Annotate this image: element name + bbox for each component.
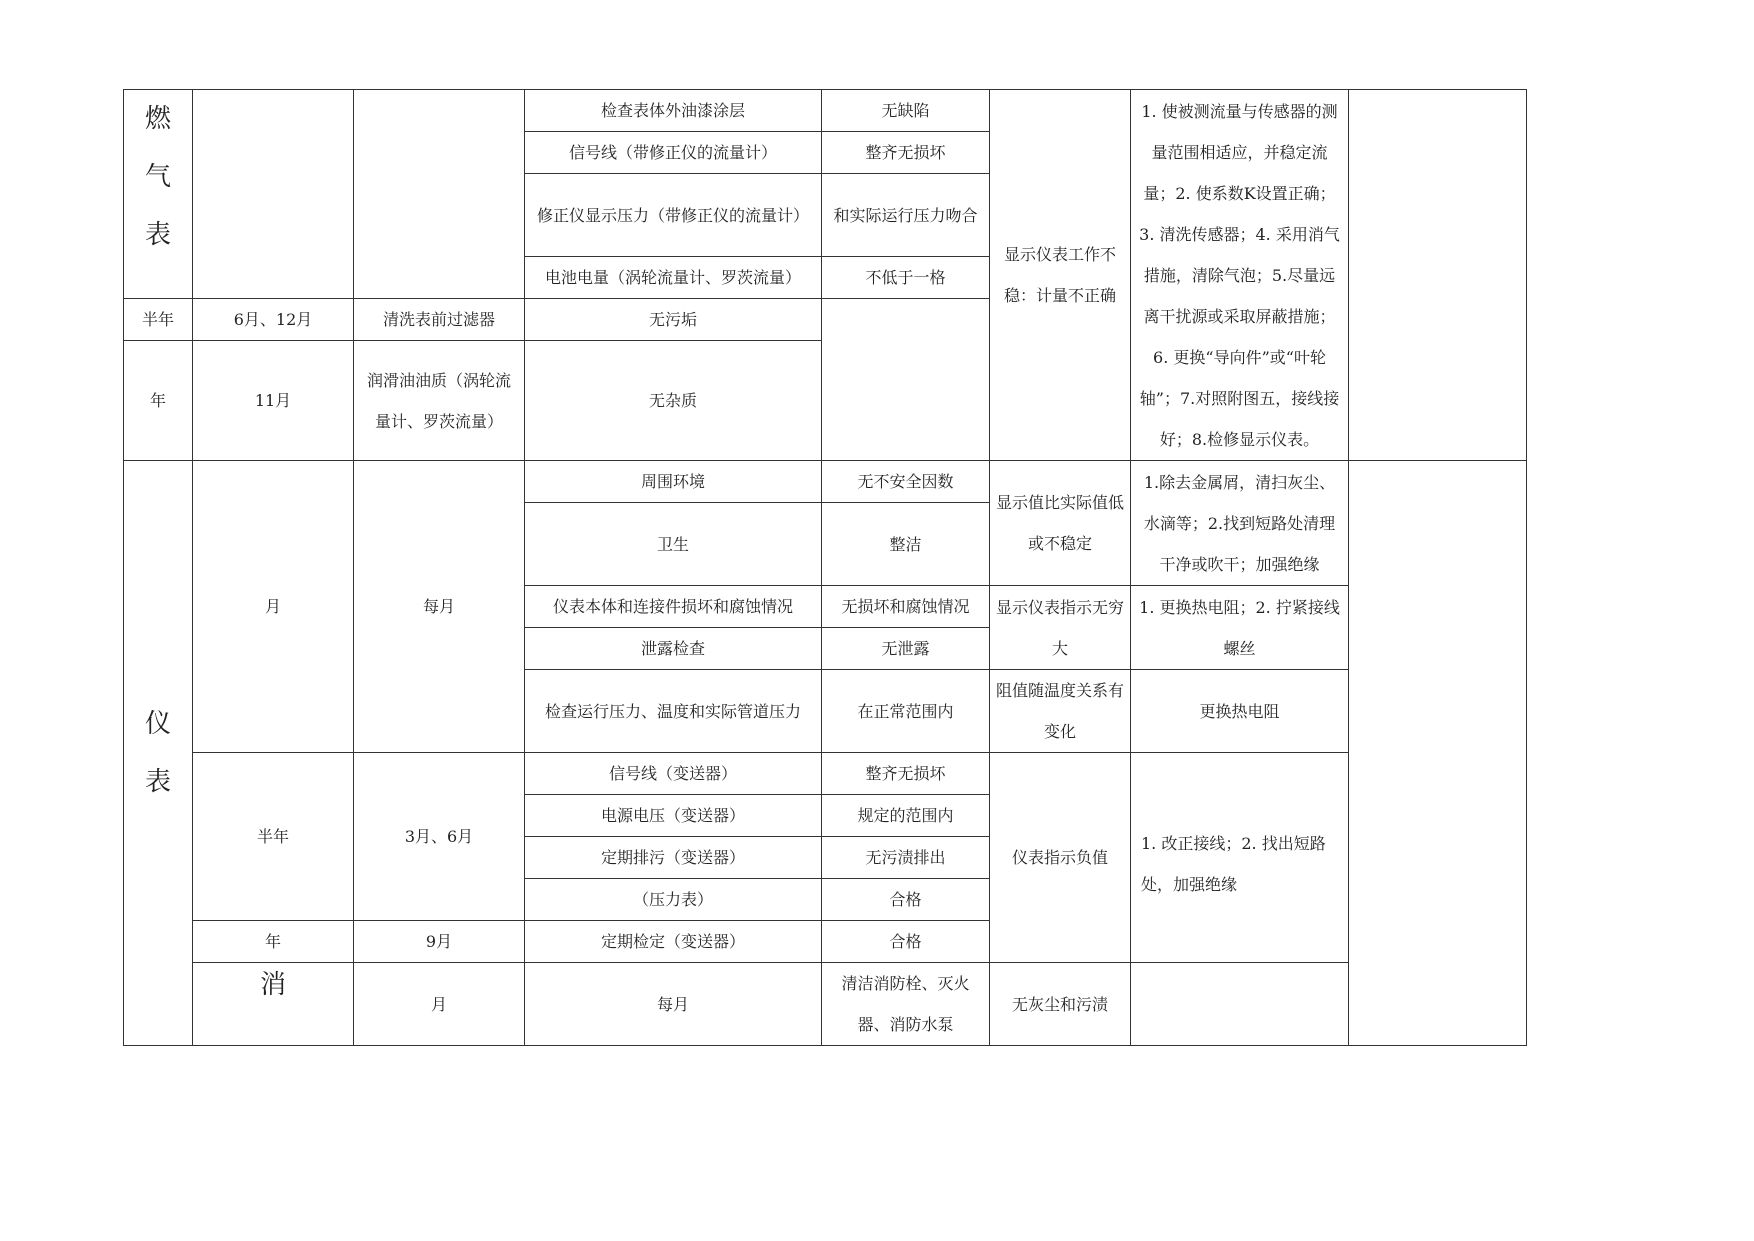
- period-cell: 年: [124, 341, 193, 461]
- remarks-cell: [1349, 90, 1527, 461]
- month-cell: 11月: [193, 341, 354, 461]
- inspection-item: （压力表）: [525, 879, 822, 921]
- inspection-item: 检查运行压力、温度和实际管道压力: [525, 670, 822, 753]
- period-cell: 半年: [193, 753, 354, 921]
- inspection-item: 卫生: [525, 503, 822, 586]
- maintenance-table: [123, 89, 1527, 1046]
- inspection-item: 仪表本体和连接件损坏和腐蚀情况: [525, 586, 822, 628]
- inspection-standard: 无不安全因数: [822, 461, 990, 503]
- inspection-item: 定期检定（变送器）: [525, 921, 822, 963]
- remarks-cell: [1349, 461, 1527, 1046]
- fault-description: 显示仪表工作不稳：计量不正确: [990, 90, 1131, 461]
- month-cell: 6月、12月: [193, 299, 354, 341]
- fault-description: 显示仪表指示无穷大: [990, 586, 1131, 670]
- inspection-standard: 无杂质: [525, 341, 822, 461]
- inspection-standard: 不低于一格: [822, 257, 990, 299]
- fault-description: 仪表指示负值: [990, 753, 1131, 963]
- inspection-item: 电池电量（涡轮流量计、罗茨流量）: [525, 257, 822, 299]
- inspection-standard: 整齐无损坏: [822, 132, 990, 174]
- category-instrument: 仪表: [124, 461, 193, 1046]
- inspection-item: 信号线（变送器）: [525, 753, 822, 795]
- period-cell: 半年: [124, 299, 193, 341]
- month-cell: 每月: [525, 963, 822, 1046]
- period-cell: 月: [354, 963, 525, 1046]
- remedy-description: 1. 使被测流量与传感器的测量范围相适应，并稳定流量；2. 使系数K设置正确；3. 清洗传感器；4. 采用消气措施，清除气泡；5.尽量远离干扰源或采取屏蔽措施；6. 更换“导向件”或“叶轮轴”；7.对照附图五，接线接好；8.检修显示仪表。: [1131, 90, 1349, 461]
- inspection-item: 泄露检查: [525, 628, 822, 670]
- inspection-standard: 整齐无损坏: [822, 753, 990, 795]
- inspection-standard: 合格: [822, 921, 990, 963]
- inspection-item: 清洁消防栓、灭火器、消防水泵: [822, 963, 990, 1046]
- inspection-standard: 无缺陷: [822, 90, 990, 132]
- inspection-standard: 无污垢: [525, 299, 822, 341]
- period-cell: [193, 90, 354, 299]
- month-cell: [354, 90, 525, 299]
- inspection-item: 修正仪显示压力（带修正仪的流量计）: [525, 174, 822, 257]
- inspection-item: 润滑油油质（涡轮流量计、罗茨流量）: [354, 341, 525, 461]
- inspection-item: 电源电压（变送器）: [525, 795, 822, 837]
- month-cell: 每月: [354, 461, 525, 753]
- inspection-standard: 合格: [822, 879, 990, 921]
- inspection-item: 清洗表前过滤器: [354, 299, 525, 341]
- period-cell: 年: [193, 921, 354, 963]
- inspection-standard: 无污渍排出: [822, 837, 990, 879]
- inspection-standard: 规定的范围内: [822, 795, 990, 837]
- inspection-item: 信号线（带修正仪的流量计）: [525, 132, 822, 174]
- remedy-description: 1. 改正接线；2. 找出短路处，加强绝缘: [1131, 753, 1349, 963]
- inspection-standard: 无泄露: [822, 628, 990, 670]
- category-fire: 消: [193, 963, 354, 1046]
- month-cell: 9月: [354, 921, 525, 963]
- category-gas-meter: 燃气表: [124, 90, 193, 299]
- inspection-standard: 无损坏和腐蚀情况: [822, 586, 990, 628]
- period-cell: 月: [193, 461, 354, 753]
- remedy-description: 1.除去金属屑，清扫灰尘、水滴等；2.找到短路处清理干净或吹干；加强绝缘: [1131, 461, 1349, 586]
- inspection-item: 定期排污（变送器）: [525, 837, 822, 879]
- inspection-standard: 无灰尘和污渍: [990, 963, 1131, 1046]
- fault-remedy-cell: [1131, 963, 1527, 1046]
- remedy-description: 更换热电阻: [1131, 670, 1349, 753]
- inspection-standard: 在正常范围内: [822, 670, 990, 753]
- inspection-standard: 和实际运行压力吻合: [822, 174, 990, 257]
- fault-description: 阻值随温度关系有变化: [990, 670, 1131, 753]
- inspection-item: 检查表体外油漆涂层: [525, 90, 822, 132]
- inspection-item: 周围环境: [525, 461, 822, 503]
- fault-description: 显示值比实际值低或不稳定: [990, 461, 1131, 586]
- inspection-standard: 整洁: [822, 503, 990, 586]
- remedy-description: 1. 更换热电阻；2. 拧紧接线螺丝: [1131, 586, 1349, 670]
- month-cell: 3月、6月: [354, 753, 525, 921]
